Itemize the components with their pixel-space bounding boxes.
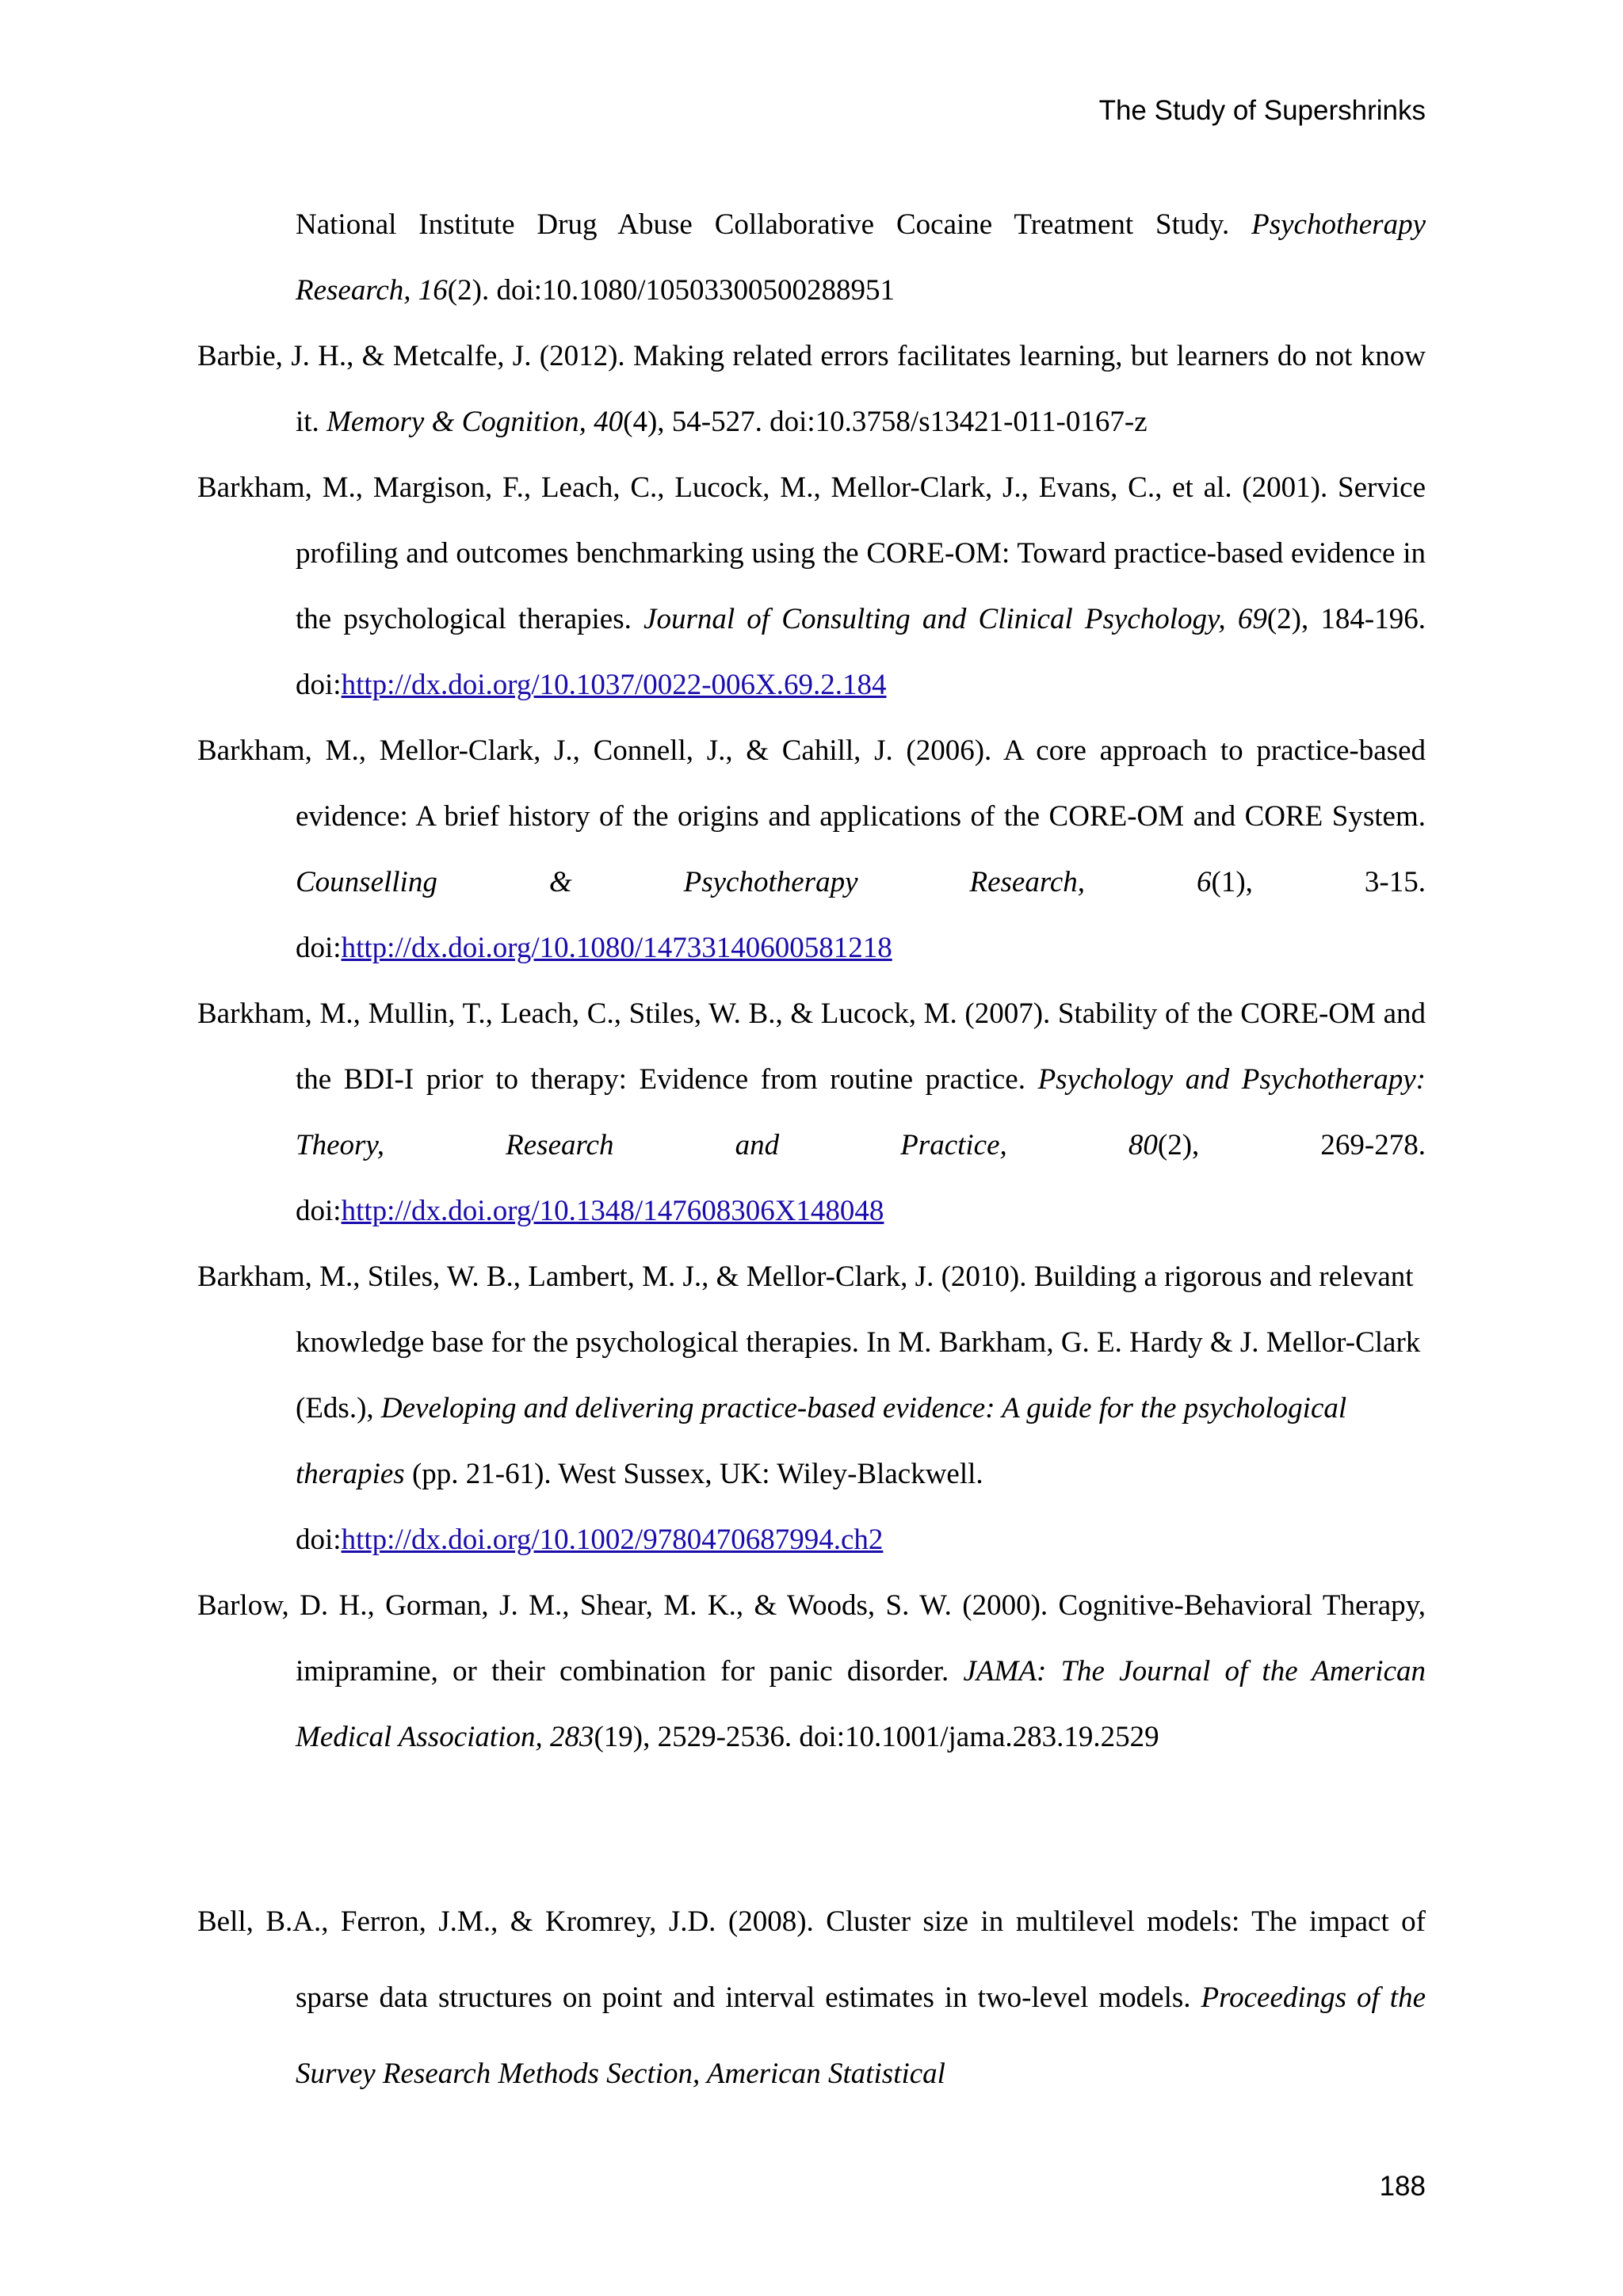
- reference-entry: [197, 1244, 1426, 1573]
- journal-title: Psychology and Psychotherapy: Theory, Research and Practice, 80: [296, 1063, 1426, 1161]
- reference-list-tail: [197, 1884, 1426, 2112]
- reference-text: National Institute Drug Abuse Collaborative Cocaine Treatment Study.: [296, 208, 1252, 241]
- reference-entry: [197, 192, 1426, 323]
- doi-link[interactable]: http://dx.doi.org/10.1348/147608306X148048: [341, 1195, 884, 1227]
- doi-link[interactable]: http://dx.doi.org/10.1002/9780470687994.ch2: [341, 1524, 884, 1556]
- journal-title: Developing and delivering practice-based evidence: A guide for the psychological therapies: [296, 1392, 1347, 1490]
- reference-entry: [197, 455, 1426, 718]
- reference-text: (4), 54-527. doi:10.3758/s13421-011-0167-z: [623, 406, 1148, 438]
- reference-text: Barbie, J. H., & Metcalfe, J. (2012). Making related errors facilitates learning, but learners do not know it.: [197, 340, 1426, 438]
- reference-text: Barkham, M., Mullin, T., Leach, C., Stiles, W. B., & Lucock, M. (2007). Stability of the CORE-OM and the BDI-I prior to therapy: Evidence from routine practice.: [197, 997, 1426, 1096]
- journal-title: Psychotherapy Research, 16: [296, 208, 1426, 307]
- reference-entry: [197, 1884, 1426, 2112]
- reference-list: [197, 192, 1426, 1770]
- reference-text: (2), 269-278. doi:: [296, 1129, 1426, 1227]
- journal-title: Memory & Cognition, 40: [327, 406, 624, 438]
- doi-link[interactable]: http://dx.doi.org/10.1037/0022-006X.69.2.184: [341, 669, 887, 701]
- reference-text: Barkham, M., Mellor-Clark, J., Connell, J., & Cahill, J. (2006). A core approach to practice-based evidence: A brief history of the origins and applications of the CORE-OM and CORE System.: [197, 734, 1426, 833]
- reference-text: Barkham, M., Stiles, W. B., Lambert, M. J., & Mellor-Clark, J. (2010). Building a rigorous and relevant knowledge base for the psychological therapies. In M. Barkham, G. E. Hardy & J. Mellor-Clark (Eds.),: [197, 1261, 1421, 1425]
- page-number: 188: [1379, 2171, 1426, 2202]
- reference-entry: [197, 323, 1426, 455]
- journal-title: JAMA: The Journal of the American Medical Association, 283: [296, 1655, 1426, 1753]
- reference-text: (19), 2529-2536. doi:10.1001/jama.283.19.2529: [594, 1721, 1159, 1753]
- reference-text: Barkham, M., Margison, F., Leach, C., Lucock, M., Mellor-Clark, J., Evans, C., et al. (2001). Service profiling and outcomes benchmarking using the CORE-OM: Toward practice-based evidence in the psychological therapies.: [197, 471, 1426, 635]
- journal-title: Journal of Consulting and Clinical Psychology, 69: [643, 603, 1267, 635]
- reference-text: Bell, B.A., Ferron, J.M., & Kromrey, J.D. (2008). Cluster size in multilevel models: The impact of sparse data structures on point and interval estimates in two-level models.: [197, 1905, 1426, 2014]
- reference-text: Barlow, D. H., Gorman, J. M., Shear, M. K., & Woods, S. W. (2000). Cognitive-Behavioral Therapy, imipramine, or their combination for panic disorder.: [197, 1589, 1426, 1688]
- running-head: The Study of Supershrinks: [1098, 95, 1426, 126]
- reference-entry: [197, 718, 1426, 981]
- reference-text: (pp. 21-61). West Sussex, UK: Wiley-Blackwell. doi:: [296, 1458, 983, 1556]
- reference-text: (2). doi:10.1080/10503300500288951: [447, 274, 896, 307]
- reference-entry: [197, 981, 1426, 1244]
- journal-title: Proceedings of the Survey Research Methods Section, American Statistical: [296, 1981, 1426, 2090]
- reference-entry: [197, 1573, 1426, 1770]
- reference-text: (1), 3-15. doi:: [296, 866, 1426, 964]
- reference-text: (2), 184-196. doi:: [296, 603, 1426, 701]
- journal-title: Counselling & Psychotherapy Research, 6: [296, 866, 1212, 898]
- doi-link[interactable]: http://dx.doi.org/10.1080/14733140600581218: [341, 932, 892, 964]
